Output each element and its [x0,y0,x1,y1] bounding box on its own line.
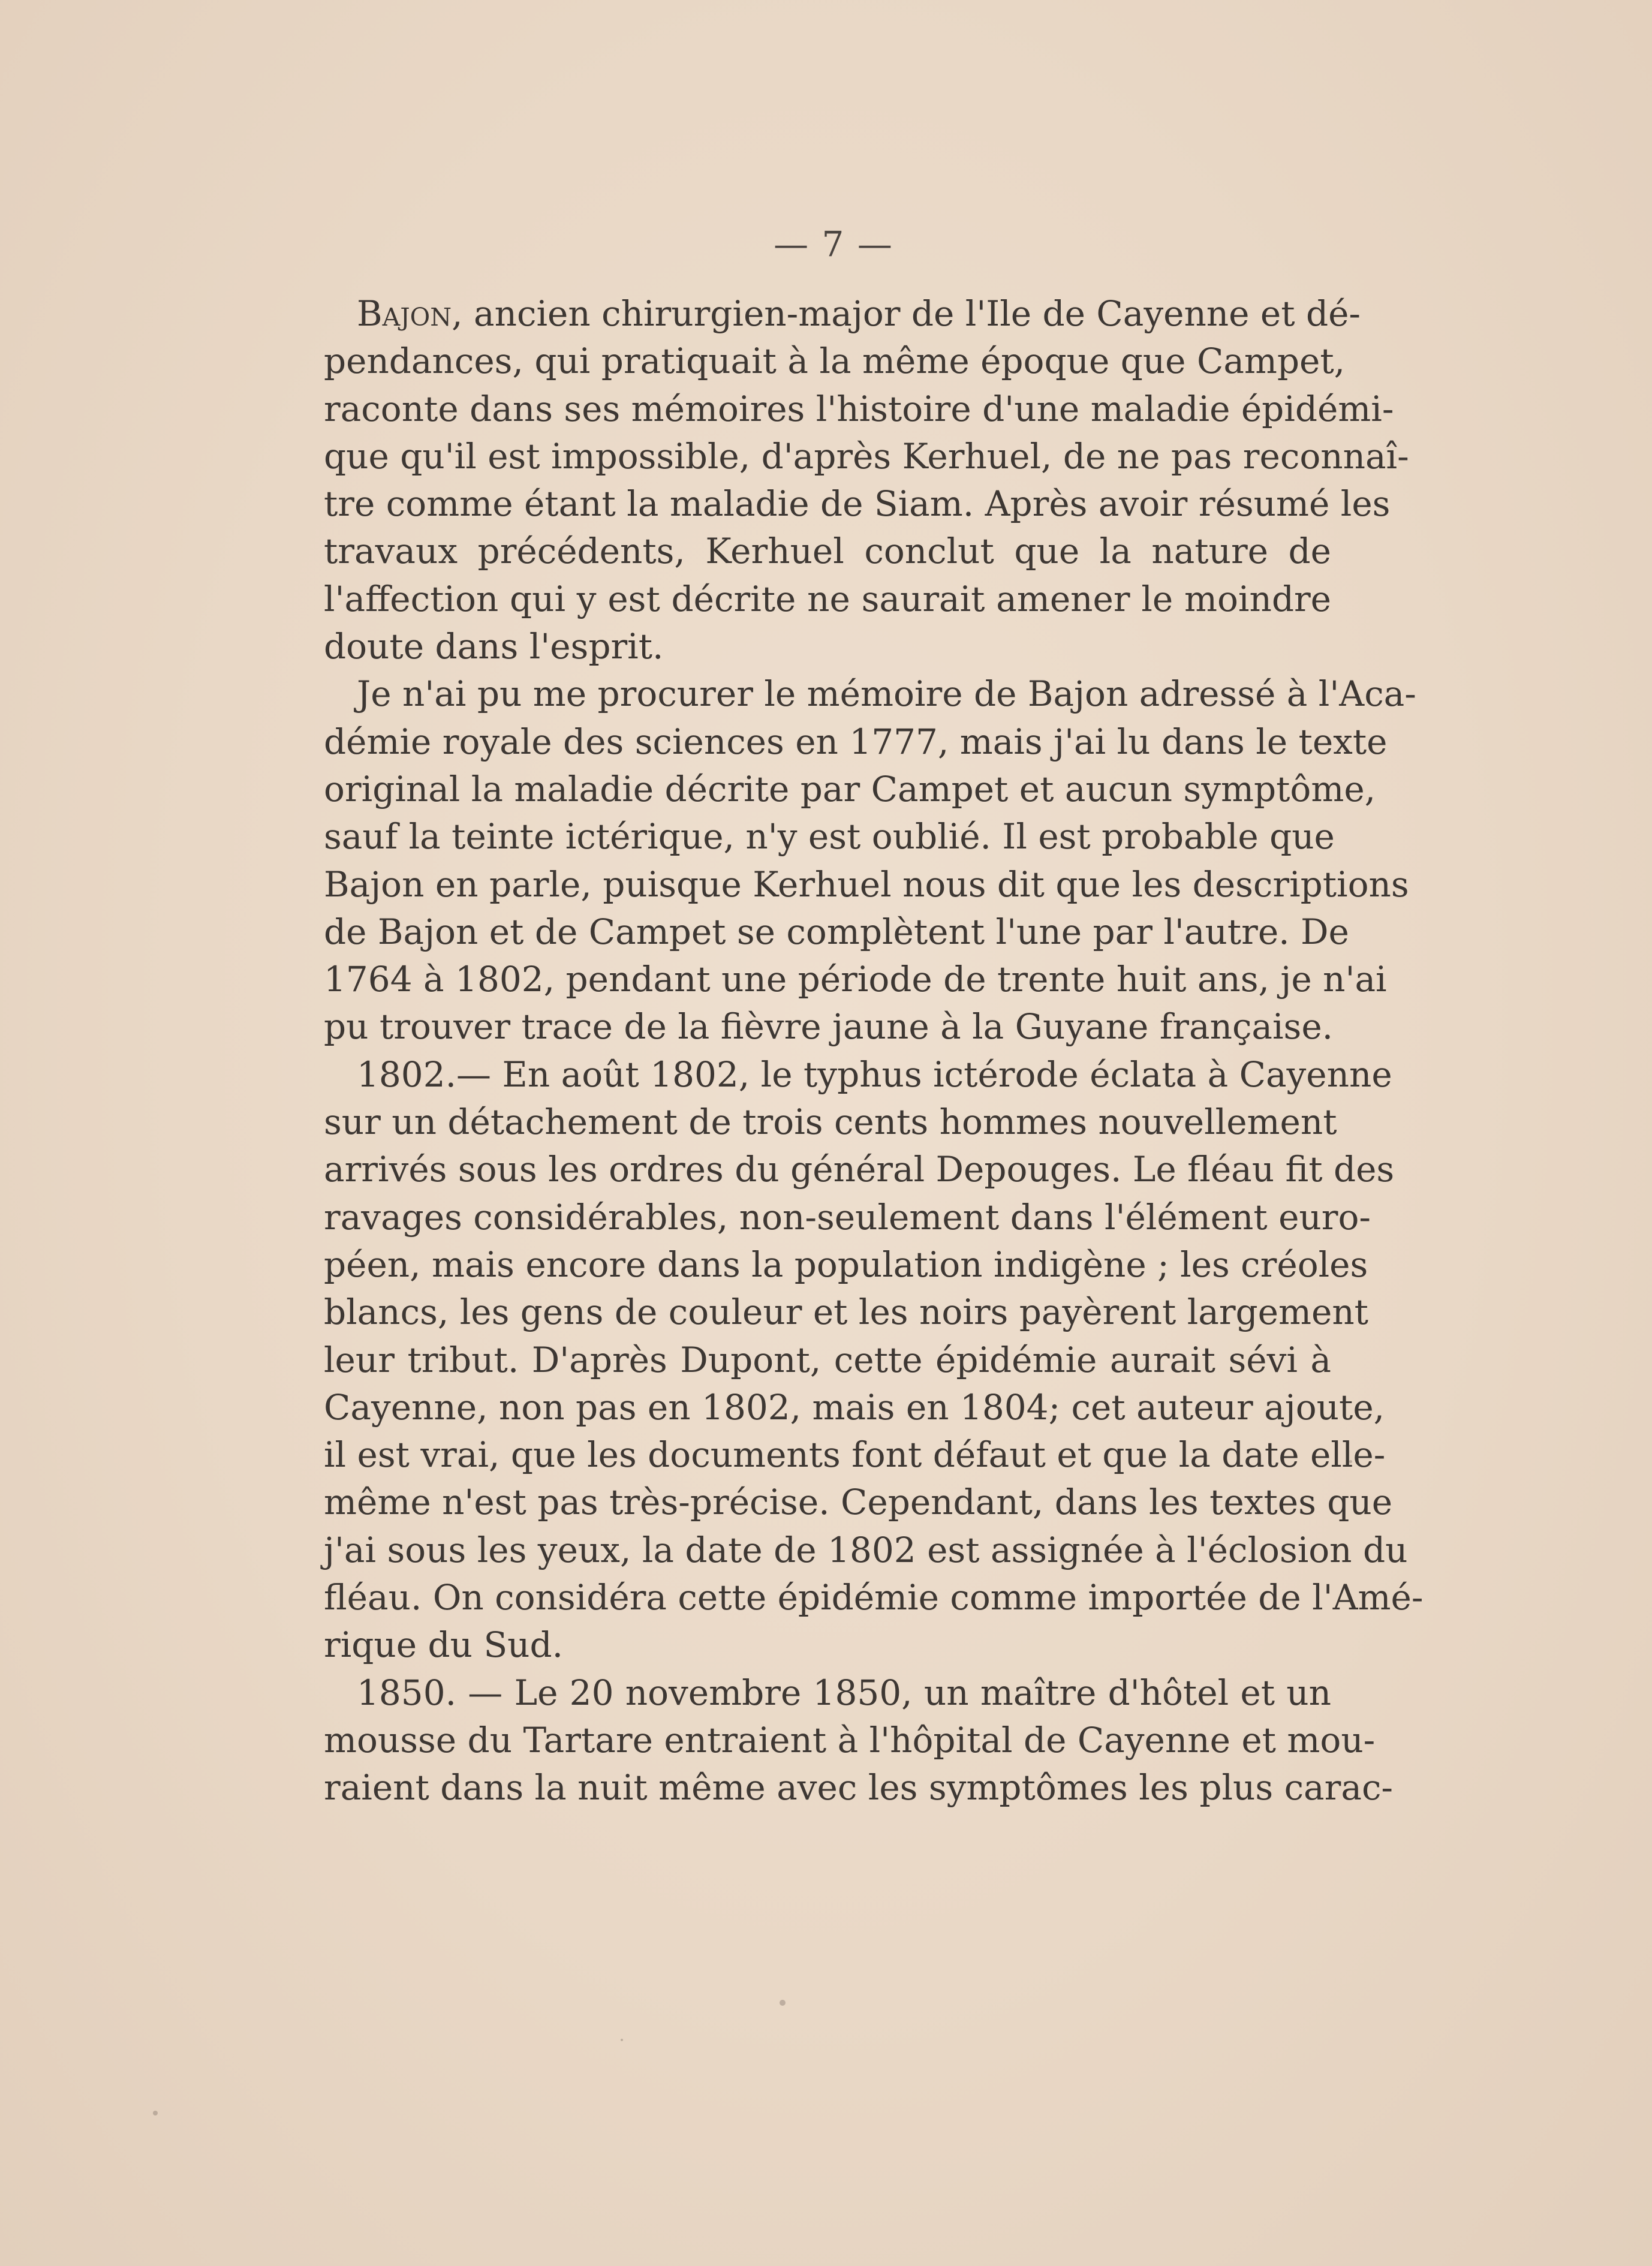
paper-speck [621,2039,623,2041]
text-line: 1764 à 1802, pendant une période de trente huit ans, je n'ai [324,959,1387,1000]
text-line: sauf la teinte ictérique, n'y est oublié. Il est probable que [324,816,1335,857]
text-line: 1850. — Le 20 novembre 1850, un maître d'hôtel et un [357,1672,1331,1713]
text-line: original la maladie décrite par Campet et aucun symptôme, [324,768,1376,809]
text-line: Bajon en parle, puisque Kerhuel nous dit que les descriptions [324,863,1409,905]
paper-speck [780,2000,786,2006]
text-line: l'affection qui y est décrite ne saurait amener le moindre [324,578,1331,619]
paper-speck [1349,1460,1352,1463]
text-line: 1802.— En août 1802, le typhus ictérode éclata à Cayenne [357,1054,1392,1095]
text-line: tre comme étant la maladie de Siam. Après avoir résumé les [324,483,1391,525]
text-line: leur tribut. D'après Dupont, cette épidémie aurait sévi à [324,1339,1331,1380]
text-line: Je n'ai pu me procurer le mémoire de Bajon adressé à l'Aca- [357,673,1416,715]
text-line: blancs, les gens de couleur et les noirs payèrent largement [324,1292,1368,1333]
body-text [324,290,1424,1812]
text-line: travaux précédents, Kerhuel conclut que la nature de [324,531,1331,572]
paper-speck [153,2111,158,2115]
text-line: arrivés sous les ordres du général Depouges. Le fléau fit des [324,1149,1395,1190]
text-line: démie royale des sciences en 1777, mais j'ai lu dans le texte [324,721,1388,762]
text-line: que qu'il est impossible, d'après Kerhuel, de ne pas reconnaî- [324,435,1409,477]
text-line: ravages considérables, non-seulement dans l'élément euro- [324,1196,1371,1238]
text-line: pendances, qui pratiquait à la même époque que Campet, [324,341,1346,382]
text-line: Cayenne, non pas en 1802, mais en 1804; cet auteur ajoute, [324,1386,1385,1428]
text-line: mousse du Tartare entraient à l'hôpital de Cayenne et mou- [324,1719,1376,1761]
page-number: — 7 — [774,224,893,264]
author-name: Bajon [357,293,452,334]
text-line [324,290,1361,338]
text-line: raconte dans ses mémoires l'histoire d'une maladie épidémi- [324,388,1394,429]
text-line: de Bajon et de Campet se complètent l'une par l'autre. De [324,911,1349,952]
text-line: il est vrai, que les documents font défaut et que la date elle- [324,1434,1386,1476]
text-line: j'ai sous les yeux, la date de 1802 est assignée à l'éclosion du [324,1529,1408,1570]
text-line: sur un détachement de trois cents hommes nouvellement [324,1102,1337,1143]
text-line: rique du Sud. [324,1624,564,1666]
text-line: péen, mais encore dans la population indigène ; les créoles [324,1244,1368,1285]
line-text: , ancien chirurgien-major de l'Ile de Cayenne et dé- [452,293,1361,334]
text-line: même n'est pas très-précise. Cependant, dans les textes que [324,1482,1393,1523]
text-line: fléau. On considéra cette épidémie comme importée de l'Amé- [324,1577,1424,1618]
text-line: pu trouver trace de la fièvre jaune à la Guyane française. [324,1006,1334,1048]
text-line: doute dans l'esprit. [324,626,664,667]
text-line: raient dans la nuit même avec les symptômes les plus carac- [324,1767,1394,1808]
